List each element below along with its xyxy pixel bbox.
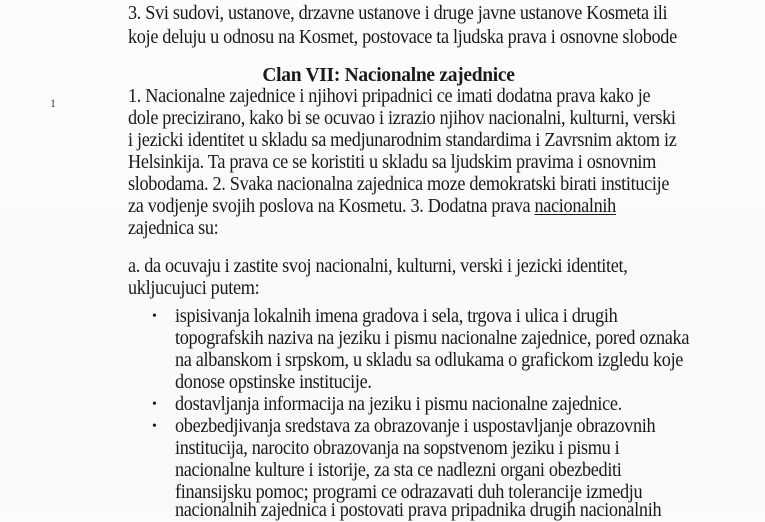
bullet-2-line-1: dostavljanja informacija na jeziku i pismu nacionalne zajednice. <box>175 394 622 415</box>
bullet-3-line-5: nacionalnih zajednica i postovati prava pripadnika drugih nacionalnih <box>175 500 662 521</box>
bullet-1-line-4: donose opstinske institucije. <box>175 372 372 393</box>
section-3-line-2: koje deluju u odnosu na Kosmet, postovace ta ljudska prava i osnovne slobode <box>128 27 677 48</box>
paragraph-line-6-text: za vodjenje svojih poslova na Kosmetu. 3. Dodatna prava <box>128 196 535 217</box>
paragraph-line-7: zajednica su: <box>128 218 219 239</box>
bullet-3-line-4: finansijsku pomoc; programi ce odrazavati duh tolerancije izmedju <box>175 482 643 503</box>
paragraph-line-1: 1. Nacionalne zajednice i njihovi pripadnici ce imati dodatna prava kako je <box>128 86 651 107</box>
article-heading <box>0 65 765 87</box>
paragraph-line-3: i jezicki identitet u skladu sa medjunarodnim standardima i Zavrsnim aktom iz <box>128 130 677 151</box>
underlined-word: nacionalnih <box>534 196 616 217</box>
margin-mark: 1 <box>50 96 56 110</box>
bullet-1-line-2: topografskih naziva na jeziku i pismu nacionalne zajednice, pored oznaka <box>175 328 690 349</box>
bullet-3-line-1: obezbedjivanja sredstava za obrazovanje i uspostavljanje obrazovnih <box>175 416 656 437</box>
bullet-3-line-2: institucija, narocito obrazovanja na sopstvenom jeziku i pismu i <box>175 438 620 459</box>
bullet-3-line-3: nacionalne kulture i istorije, za sta ce nadlezni organi obezbediti <box>175 460 622 481</box>
paragraph-line-5: slobodama. 2. Svaka nacionalna zajednica moze demokratski birati institucije <box>128 174 670 195</box>
bullet-icon: • <box>152 397 157 412</box>
bullet-icon: • <box>152 309 157 324</box>
paragraph-line-6 <box>128 196 616 218</box>
paragraph-line-2: dole precizirano, kako bi se ocuvao i izrazio njihov nacionalni, kulturni, verski <box>128 108 676 129</box>
item-a-line-1: a. da ocuvaju i zastite svoj nacionalni, kulturni, verski i jezicki identitet, <box>128 256 628 277</box>
section-3-line-1: 3. Svi sudovi, ustanove, drzavne ustanove i druge javne ustanove Kosmeta ili <box>128 3 668 24</box>
bullet-icon: • <box>152 419 157 434</box>
article-heading-text: Clan VII: Nacionalne zajednice <box>262 65 515 86</box>
bullet-1-line-1: ispisivanja lokalnih imena gradova i sela, trgova i ulica i drugih <box>175 306 618 327</box>
bullet-1-line-3: na albanskom i srpskom, u skladu sa odlukama o grafickom izgledu koje <box>175 350 684 371</box>
paragraph-line-4: Helsinkija. Ta prava ce se koristiti u skladu sa ljudskim pravima i osnovnim <box>128 152 657 173</box>
item-a-line-2: ukljucujuci putem: <box>128 278 260 299</box>
